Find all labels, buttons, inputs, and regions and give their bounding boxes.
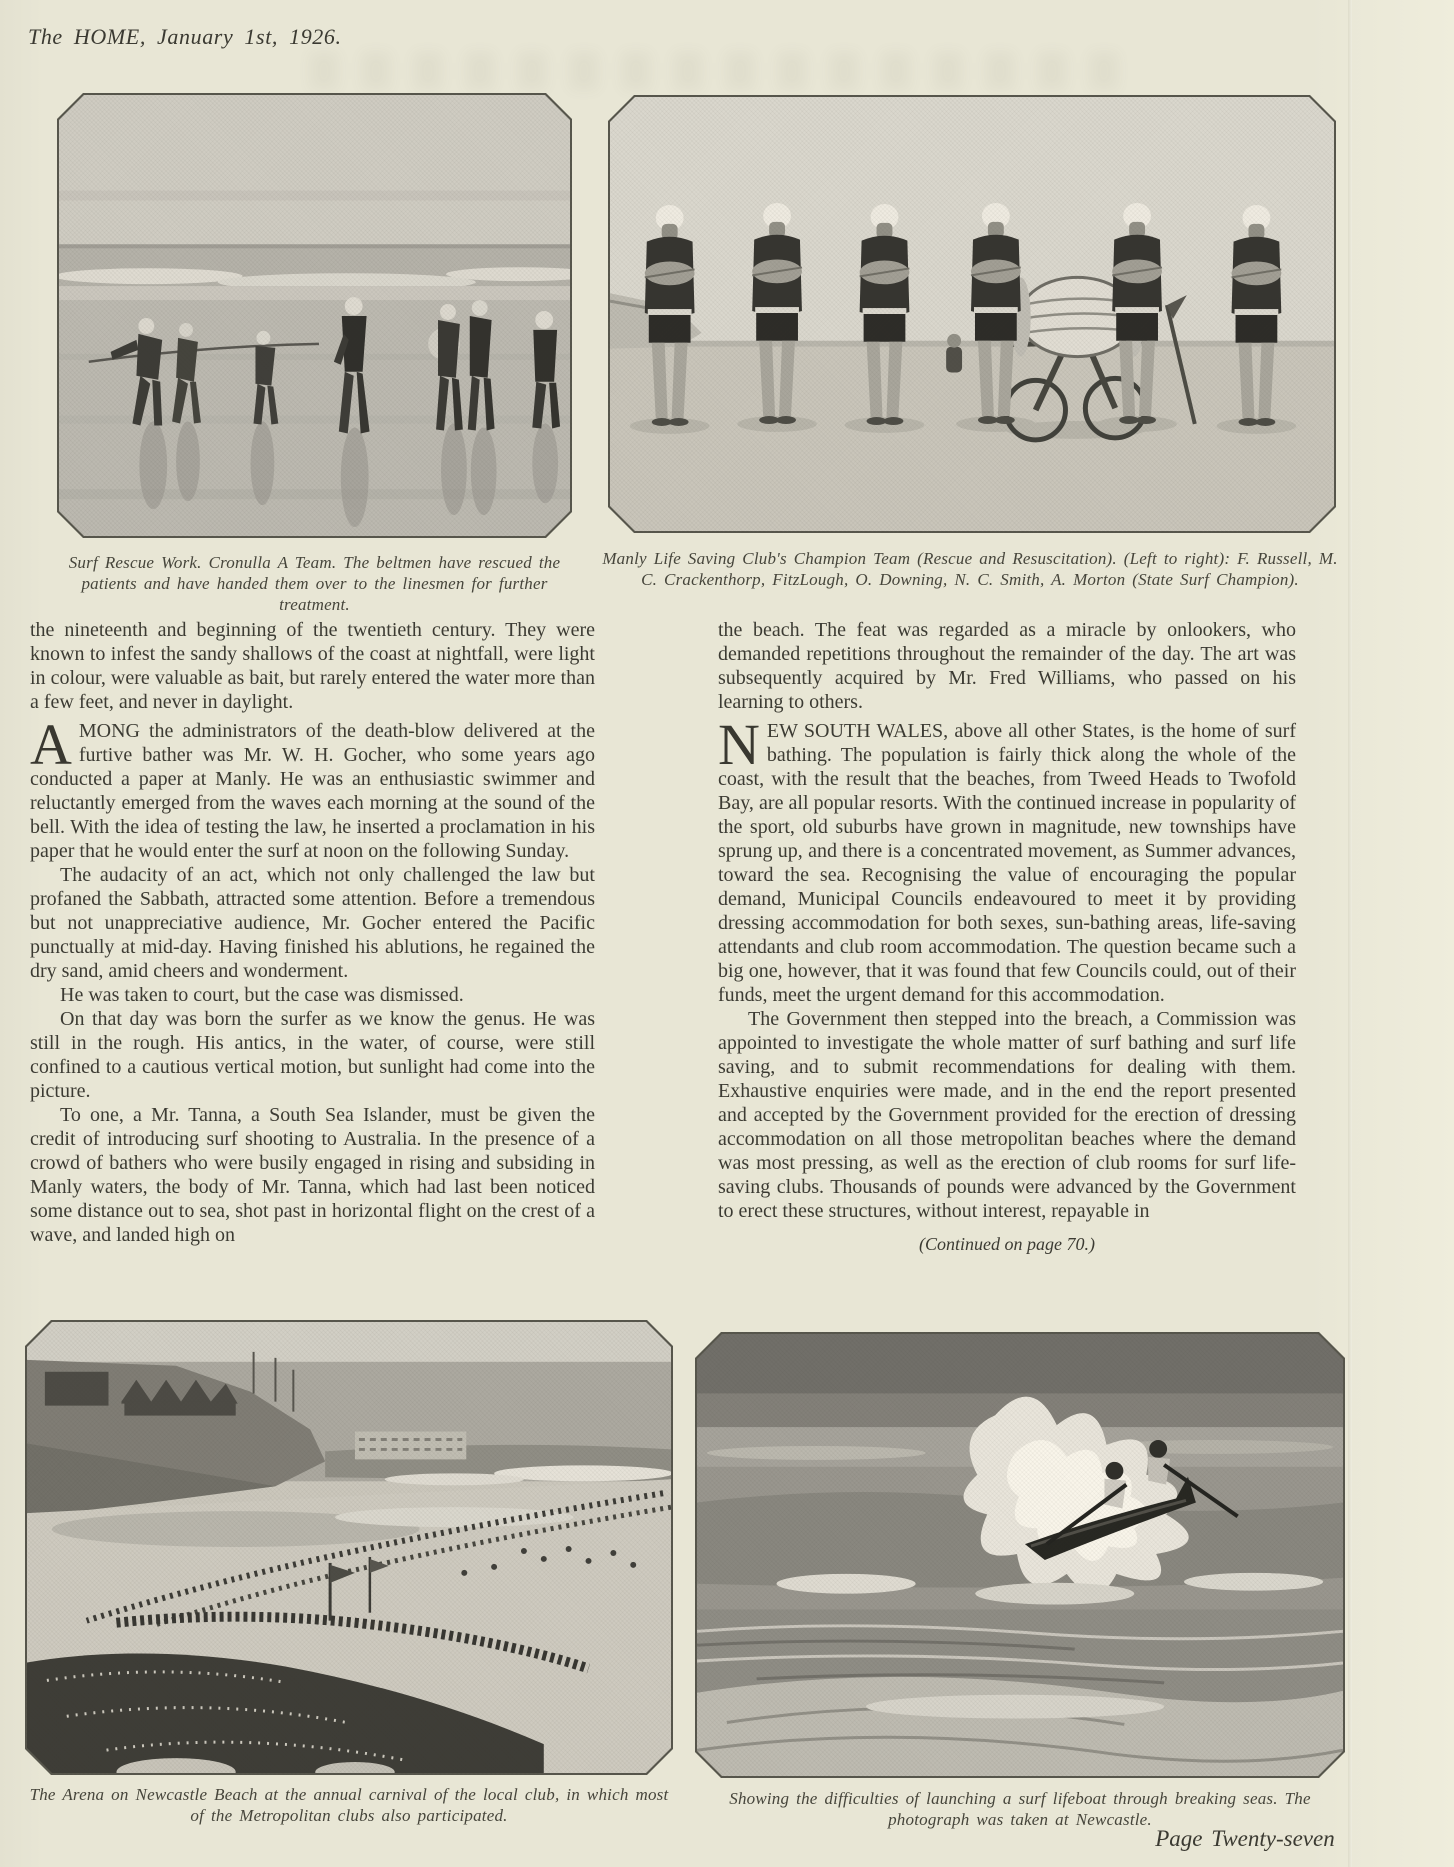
body-paragraph bbox=[718, 1007, 1296, 1223]
caption-newcastle-carnival: The Arena on Newcastle Beach at the annual carnival of the local club, in which most of the Metropolitan clubs also participated. bbox=[29, 1785, 669, 1825]
page-number: Page Twenty-seven bbox=[1155, 1826, 1335, 1851]
paragraph-text: the nineteenth and beginning of the twentieth century. They were known to infest the sandy shallows of the coast at nightfall, were light in colour, were valuable as bait, but rarely entered the water more than a few feet, and never in daylight. bbox=[30, 619, 595, 713]
scan-crease bbox=[1348, 0, 1352, 1867]
body-paragraph bbox=[30, 1007, 595, 1103]
caption-surf-lifeboat: Showing the difficulties of launching a surf lifeboat through breaking seas. The photograph was taken at Newcastle. bbox=[729, 1789, 1311, 1829]
dropcap-letter: A bbox=[30, 712, 72, 777]
body-paragraph bbox=[718, 618, 1296, 714]
paragraph-text: On that day was born the surfer as we know the genus. He was still in the rough. His antics, in the water, of course, were still confined to a cautious vertical motion, but sunlight had come into the picture. bbox=[30, 1008, 595, 1102]
body-paragraph-dropcap bbox=[30, 712, 595, 863]
champion-team-illustration bbox=[610, 97, 1334, 531]
photo-surf-rescue bbox=[57, 93, 572, 538]
body-paragraph bbox=[30, 1103, 595, 1247]
masthead: The HOME, January 1st, 1926. bbox=[28, 24, 342, 49]
body-paragraph bbox=[30, 618, 595, 714]
paragraph-text: EW SOUTH WALES, above all other States, is the home of surf bathing. The population is fairly thick along the whole of the coast, with the result that the beaches, from Tweed Heads to Twofold Bay, are all popular resorts. With the continued increase in popularity of the sport, old suburbs have grown in magnitude, new townships have sprung up, and there is a concentrated movement, as Summer advances, toward the sea. Recognising the value of encouraging the popular demand, Municipal Councils endeavoured to meet it by providing dressing accommodation for both sexes, sun-bathing areas, life-saving attendants and club room accommodation. The question became such a big one, however, that it was found that few Councils could, out of their funds, meet the urgent demand for this accommodation. bbox=[718, 720, 1296, 1006]
caption-surf-rescue: Surf Rescue Work. Cronulla A Team. The beltmen have rescued the patients and have handed them over to the linesmen for further treatment. bbox=[68, 553, 561, 614]
dropcap-letter: N bbox=[718, 712, 760, 777]
photo-champion-team bbox=[608, 95, 1336, 533]
paragraph-text: MONG the administrators of the death-blow delivered at the furtive bather was Mr. W. H. Gocher, who some years ago conducted a paper at Manly. He was an enthusiastic swimmer and reluctantly emerged from the waves each morning at the sound of the bell. With the idea of testing the law, he inserted a proclamation in his paper that he would enter the surf at noon on the following Sunday. bbox=[30, 720, 595, 862]
paragraph-text: the beach. The feat was regarded as a miracle by onlookers, who demanded repetitions throughout the remainder of the day. The art was subsequently acquired by Mr. Fred Williams, who passed on his learning to others. bbox=[718, 619, 1296, 713]
body-paragraph bbox=[30, 983, 595, 1007]
body-paragraph bbox=[30, 863, 595, 983]
caption-champion-team: Manly Life Saving Club's Champion Team (Rescue and Resuscitation). (Left to right): F. Russell, M. C. Crackenthorp, FitzLough, O. Downing, N. C. Smith, A. Morton (State Surf Champion). bbox=[602, 549, 1338, 589]
paragraph-text: He was taken to court, but the case was dismissed. bbox=[60, 984, 464, 1006]
surf-rescue-illustration bbox=[59, 95, 570, 536]
right-column bbox=[718, 618, 1296, 1256]
paragraph-text: To one, a Mr. Tanna, a South Sea Islander, must be given the credit of introducing surf shooting to Australia. In the presence of a crowd of bathers who were busily engaged in rising and subsiding in Manly waters, the body of Mr. Tanna, which had last been noticed some distance out to sea, shot past in horizontal flight on the crest of a wave, and landed high on bbox=[30, 1104, 595, 1246]
lifeboat-illustration bbox=[697, 1334, 1343, 1776]
paragraph-text: The Government then stepped into the breach, a Commission was appointed to investigate the whole matter of surf bathing and surf life saving, and to submit recommendations for dealing with them. Exhaustive enquiries were made, and in the end the report presented and accepted by the Government provided for the erection of dressing accommodation on all those metropolitan beaches where the demand was most pressing, as well as the erection of club rooms for surf life-saving clubs. Thousands of pounds were advanced by the Government to erect these structures, without interest, repayable in bbox=[718, 1008, 1296, 1222]
print-showthrough bbox=[310, 52, 1130, 90]
body-paragraph-dropcap bbox=[718, 712, 1296, 1007]
photo-surf-lifeboat bbox=[695, 1332, 1345, 1778]
photo-newcastle-carnival bbox=[25, 1320, 673, 1775]
carnival-illustration bbox=[27, 1322, 671, 1773]
left-column bbox=[30, 618, 595, 1247]
paragraph-text: The audacity of an act, which not only challenged the law but profaned the Sabbath, attracted some attention. Before a tremendous but not unappreciative audience, Mr. Gocher entered the Pacific punctually at mid-day. Having finished his ablutions, he regained the dry sand, amid cheers and wonderment. bbox=[30, 864, 595, 982]
continued-note: (Continued on page 70.) bbox=[919, 1234, 1095, 1254]
